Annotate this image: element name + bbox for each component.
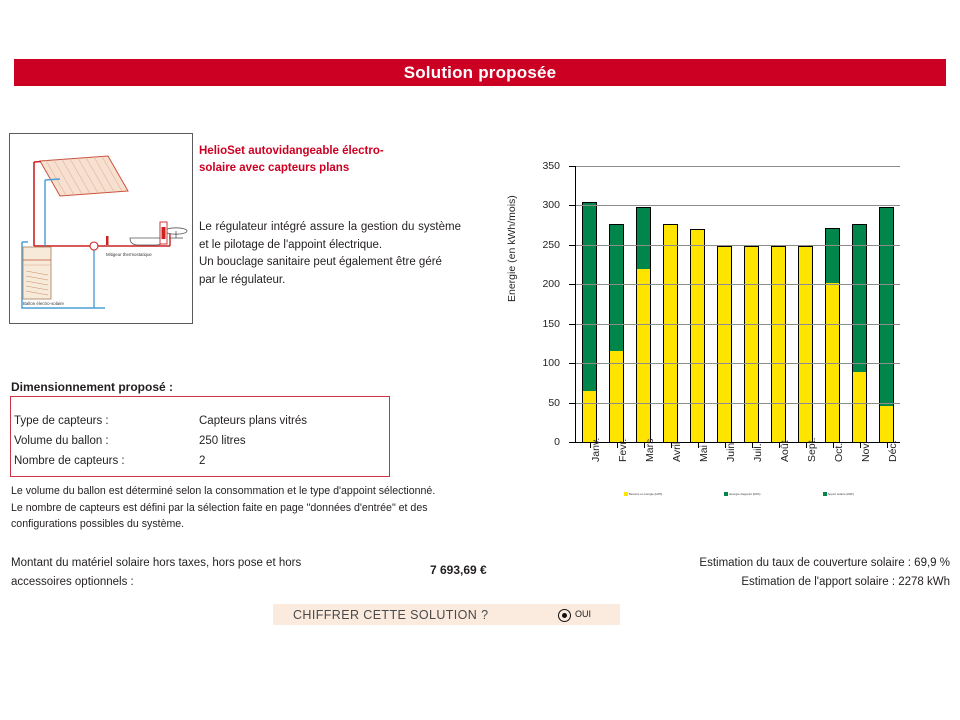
chart-legend [624, 492, 854, 496]
estimations-block [600, 554, 950, 592]
product-title-line1: HelioSet autovidangeable électro- [199, 145, 384, 157]
chart-y-tick-label: 200 [542, 278, 560, 291]
chart-bars [576, 166, 900, 462]
chart-x-tick-label: Nov. [859, 441, 872, 462]
chart-gridline [576, 403, 900, 404]
chart-bar [771, 246, 787, 442]
estimation-apport: Estimation de l'apport solaire : 2278 kWh [741, 576, 950, 588]
estimation-couverture: Estimation du taux de couverture solaire : 69,9 % [699, 557, 950, 569]
chart-y-tick-label: 250 [542, 238, 560, 251]
chart-x-tick-label: Août [778, 440, 791, 462]
product-description [199, 219, 461, 289]
chart-bar-group [630, 166, 657, 462]
montant-label-line1: Montant du matériel solaire hors taxes, hors pose et hors [11, 557, 302, 569]
chart-bar [825, 228, 841, 442]
row-value-nombre-capteurs: 2 [199, 455, 206, 467]
chart-bar-segment-appoint [852, 224, 868, 371]
chart-bar-group [603, 166, 630, 462]
chart-bar [582, 202, 598, 443]
chart-y-tick [542, 278, 576, 291]
chart-gridline [576, 324, 900, 325]
table-row [14, 411, 307, 431]
chart-bar [609, 224, 625, 442]
chart-bar-group [765, 166, 792, 462]
chart-bar [798, 246, 814, 442]
table-row [14, 431, 307, 451]
chart-x-tick-label: Mars [643, 438, 656, 462]
note-line-2: Le nombre de capteurs est défini par la sélection faite en page "données d'entrée" et des [11, 501, 428, 514]
montant-label [11, 554, 401, 592]
chart-x-tick-label: Janv. [589, 437, 602, 462]
chart-bar-segment-solaire [744, 246, 760, 442]
row-value-volume-ballon: 250 litres [199, 435, 246, 447]
chart-x-tick-label: Sept. [805, 437, 818, 462]
chiffrer-solution-question: CHIFFRER CETTE SOLUTION ? [293, 607, 489, 622]
chart-plot-area [542, 160, 900, 462]
system-schematic [9, 133, 193, 324]
chart-y-tick-label: 100 [542, 357, 560, 370]
energy-chart [506, 152, 952, 512]
row-label-type-capteurs: Type de capteurs : [14, 415, 109, 427]
notes-block [11, 483, 498, 533]
radio-oui-label: OUI [575, 609, 592, 619]
header-banner [14, 59, 946, 86]
chart-bar-segment-solaire [609, 351, 625, 442]
chart-bar-group [846, 166, 873, 462]
chart-legend-label: Energie d'appoint (kWh) [729, 492, 761, 496]
page-title: Solution proposée [403, 62, 557, 82]
chart-y-tick [542, 199, 576, 212]
chart-bar-segment-solaire [636, 269, 652, 442]
chart-bar [717, 246, 733, 442]
chart-bar-group [873, 166, 900, 462]
chart-y-tick [542, 317, 576, 330]
chart-y-tick-label: 150 [542, 317, 560, 330]
chart-y-tick [548, 396, 576, 409]
schematic-svg [10, 134, 192, 323]
product-title [199, 143, 469, 177]
row-value-type-capteurs: Capteurs plans vitrés [199, 415, 308, 427]
schematic-label-mixer: Mitigeur thermostatique [106, 252, 152, 257]
chart-legend-swatch [724, 492, 728, 496]
chart-legend-item [724, 492, 760, 496]
chart-bar [690, 229, 706, 442]
montant-value: 7 693,69 € [430, 563, 487, 577]
chart-legend-item [624, 492, 662, 496]
row-label-volume-ballon: Volume du ballon : [14, 435, 109, 447]
table-row [14, 451, 307, 471]
schematic-label-tank: Ballon électro-solaire [23, 301, 64, 306]
chart-bar-segment-solaire [798, 246, 814, 442]
chart-bar-segment-appoint [636, 207, 652, 269]
chart-x-tick-label: Avril [670, 441, 683, 462]
chart-y-tick-label: 0 [554, 436, 560, 448]
dimensionnement-table [14, 411, 307, 471]
chart-x-tick-label: Mai [697, 445, 710, 462]
radio-oui[interactable] [558, 609, 571, 622]
chart-bar-segment-appoint [879, 207, 895, 406]
chart-y-tick [542, 160, 576, 172]
chart-bar-segment-solaire [852, 372, 868, 442]
chart-bar [852, 224, 868, 442]
chart-bar-segment-solaire [582, 391, 598, 442]
chart-bar [744, 246, 760, 442]
product-desc-p2: Un bouclage sanitaire peut également être géré par le régulateur. [199, 256, 442, 286]
chart-bar-segment-solaire [663, 224, 679, 442]
chart-bar-segment-solaire [879, 406, 895, 442]
chart-bar-group [819, 166, 846, 462]
chart-legend-label: Besoins en énergie (kWh) [629, 492, 663, 496]
chart-bar-group [576, 166, 603, 462]
chart-bar-segment-appoint [825, 228, 841, 282]
chart-gridline [576, 284, 900, 285]
chiffrer-solution-bar[interactable] [273, 604, 620, 625]
chart-gridline [576, 205, 900, 206]
chart-bar-group [711, 166, 738, 462]
chart-y-tick [554, 436, 576, 448]
row-label-nombre-capteurs: Nombre de capteurs : [14, 455, 125, 467]
chart-gridline [576, 363, 900, 364]
chart-bar [663, 224, 679, 442]
chart-legend-item [823, 492, 854, 496]
chart-x-tick-label: Oct. [832, 442, 845, 462]
note-line-1: Le volume du ballon est déterminé selon la consommation et le type d'appoint sélectionné. [11, 485, 436, 497]
chart-y-tick [542, 238, 576, 251]
chart-bar-segment-appoint [609, 224, 625, 350]
chart-bar-segment-solaire [690, 229, 706, 442]
chart-x-tick-label: Déc. [886, 440, 899, 462]
chart-bar-group [657, 166, 684, 462]
montant-label-line2: accessoires optionnels : [11, 576, 134, 588]
chart-gridline [576, 245, 900, 246]
chart-y-tick-label: 350 [542, 160, 560, 172]
chart-bar-group [738, 166, 765, 462]
chart-gridline [576, 166, 900, 167]
chart-y-axis-label: Energie (en kWh/mois) [506, 195, 518, 302]
chart-y-tick-label: 300 [542, 199, 560, 212]
chart-x-tick-label: Juin [724, 442, 737, 462]
chart-y-tick [542, 357, 576, 370]
chart-bar-segment-solaire [771, 246, 787, 442]
dimensionnement-title: Dimensionnement proposé : [11, 380, 174, 394]
chart-x-tick-label: Fevr. [616, 438, 629, 462]
product-desc-p1: Le régulateur intégré assure la gestion du système et le pilotage de l'appoint électrique. [199, 221, 461, 251]
chart-bar-group [684, 166, 711, 462]
chart-x-tick-label: Juil. [751, 443, 764, 462]
product-title-line2: solaire avec capteurs plans [199, 162, 350, 174]
chart-y-tick-label: 50 [548, 396, 560, 409]
chart-legend-label: Apport solaire (kWh) [827, 492, 854, 496]
chart-bar-group [792, 166, 819, 462]
chart-bar-segment-solaire [717, 246, 733, 442]
chart-legend-swatch [823, 492, 827, 496]
chart-legend-swatch [624, 492, 628, 496]
note-line-3: configurations possibles du système. [11, 518, 185, 530]
